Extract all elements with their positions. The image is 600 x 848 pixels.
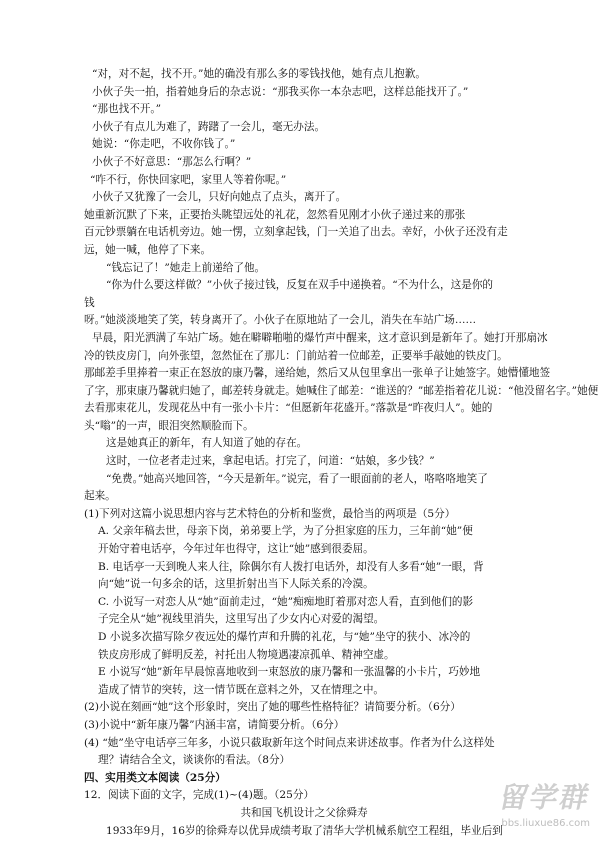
option-line: D 小说多次描写除夕夜远处的爆竹声和升腾的礼花，与“她”坐守的狭小、冰冷的 bbox=[98, 631, 471, 643]
sub-question-4: (4) “她”坐守电话亭三年多，小说只截取新年这个时间点来讲述故事。作者为什么这样处 bbox=[84, 736, 495, 749]
watermark-url: bbs.liuxue86.com bbox=[501, 818, 590, 829]
text-line: “你为什么要这样做？”小伙子接过钱，反复在双手中递换着。“不为什么，这是你的 bbox=[106, 279, 494, 292]
text-line: 远，她一喊，他停了下来。 bbox=[84, 243, 212, 256]
option-line: 铁皮房形成了鲜明反差，衬托出人物境遇凄凉孤单、精神空虚。 bbox=[98, 648, 395, 661]
text-line: 小伙子不好意思：“那怎么行啊？” bbox=[92, 155, 252, 168]
option-line: A. 父亲年稿去世，母亲下岗，弟弟要上学，为了分担家庭的压力，三年前“她”便 bbox=[98, 525, 473, 538]
question-intro: (1)下列对这篇小说思想内容与艺术特色的分析和鉴赏，最恰当的两项是（5分） bbox=[84, 507, 456, 520]
text-line: “对，对不起，找不开。”她的确没有那么多的零钱找他，她有点儿抱歉。 bbox=[92, 68, 426, 80]
text-line: 呀。”她淡淡地笑了笑，转身离开了。小伙子在原地站了一会儿，消失在车站广场…… bbox=[84, 314, 477, 327]
text-line: 那邮差手里捧着一束正在怒放的康乃馨，递给她，然后又从包里拿出一张单子让她签字。她懵懂地签 bbox=[84, 367, 551, 380]
sub-question-3: (3)小说中“新年康乃馨”内涵丰富，请简要分析。（6分） bbox=[84, 718, 345, 731]
text-line: 冷的铁皮房门，向外张望，忽然怔在了那儿：门前站着一位邮差，正要举手敲她的铁皮门。 bbox=[84, 349, 508, 362]
text-line: “钱忘记了！”她走上前递给了他。 bbox=[106, 261, 266, 274]
option-line: B. 电话亭一天到晚人来人往，除偶尔有人拨打电话外，却没有人多看“她”一眼，背 bbox=[98, 560, 484, 573]
text-line: 起来。 bbox=[84, 490, 116, 503]
question-12: 12．阅读下面的文字，完成(1)~(4)题。（25分） bbox=[84, 789, 315, 802]
article-title: 共和国飞机设计之父徐舜寿 bbox=[240, 806, 368, 819]
watermark-logo: 留学群 bbox=[496, 781, 594, 814]
watermark bbox=[440, 778, 594, 834]
text-line: 百元钞票躺在电话机旁边。她一愣，立刻拿起钱，门一关追了出去。幸好，小伙子还没有走 bbox=[84, 226, 508, 239]
text-line: 她说：“你走吧，不收你钱了。” bbox=[92, 138, 236, 151]
option-line: 子完全从“她”视线里消失，这里写出了少女内心对爱的渴望。 bbox=[98, 613, 385, 626]
section-heading: 四、实用类文本阅读（25分） bbox=[84, 771, 226, 784]
text-line: 早晨，阳光洒满了车站广场。她在噼噼啪啪的爆竹声中醒来，这才意识到是新年了。她打开那扇冰 bbox=[92, 331, 548, 344]
option-line: 开始守着电话亭，今年过年也得守，这让“她”感到很委屈。 bbox=[98, 543, 374, 556]
text-line: 这是她真正的新年，有人知道了她的存在。 bbox=[106, 437, 308, 450]
text-line: “咋不行，你快回家吧，家里人等着你呢。” bbox=[90, 173, 287, 186]
text-line: 小伙子又犹豫了一会儿，只好向她点了点头，离开了。 bbox=[92, 191, 347, 204]
text-line: 去看那束花儿，发现花丛中有一张小卡片：“但愿新年花盛开。”落款是“昨夜归人”。她的 bbox=[84, 402, 493, 415]
option-line: 向“她”说一句多余的话，这里折射出当下人际关系的冷漠。 bbox=[98, 578, 374, 591]
story-text bbox=[84, 66, 599, 506]
article-first-line: 1933年9月，16岁的徐舜寿以优异成绩考取了清华大学机械系航空工程组，毕业后到 bbox=[106, 824, 503, 837]
text-line: 小伙子失一拍，指着她身后的杂志说：“那我买你一本杂志吧，这样总能找开了。” bbox=[92, 85, 469, 98]
option-line: C. 小说写一对恋人从“她”面前走过，“她”痴痴地盯着那对恋人看，直到他们的影 bbox=[98, 595, 474, 608]
option-line: 造成了情节的突转，这一情节既在意料之外，又在情理之中。 bbox=[98, 683, 385, 696]
text-line: 小伙子有点儿为难了，踌躇了一会儿，毫无办法。 bbox=[92, 120, 326, 133]
text-line: 头“嗡”的一声，眼泪突然顺脸而下。 bbox=[84, 419, 254, 432]
option-line: E 小说写“她”新年早晨惊喜地收到一束怒放的康乃馨和一张温馨的小卡片，巧妙地 bbox=[98, 666, 481, 679]
text-line: 她重新沉默了下来，正要抬头眺望远处的礼花，忽然看见刚才小伙子递过来的那张 bbox=[84, 208, 466, 221]
text-line: “免费。”她高兴地回答，“今天是新年。”说完，看了一眼面前的老人，咯咯咯地笑了 bbox=[106, 472, 488, 485]
text-line: 这时，一位老者走过来，拿起电话。打完了，问道：“姑娘，多少钱？” bbox=[106, 455, 435, 468]
text-line: “那也找不开。” bbox=[92, 103, 162, 116]
sub-question-4-cont: 理？请结合全文，谈谈你的看法。（8分） bbox=[98, 754, 291, 767]
text-line: 钱 bbox=[84, 296, 95, 309]
sub-question-2: (2)小说在刻画“她”这个形象时，突出了她的哪些性格特征？请简要分析。（6分） bbox=[84, 701, 461, 714]
question-11 bbox=[84, 506, 524, 770]
text-line: 了字，那束康乃馨就归她了，邮差转身就走。她喊住了邮差：“谁送的？”邮差指着花儿说：“他没留名字。”她便 bbox=[84, 384, 599, 397]
